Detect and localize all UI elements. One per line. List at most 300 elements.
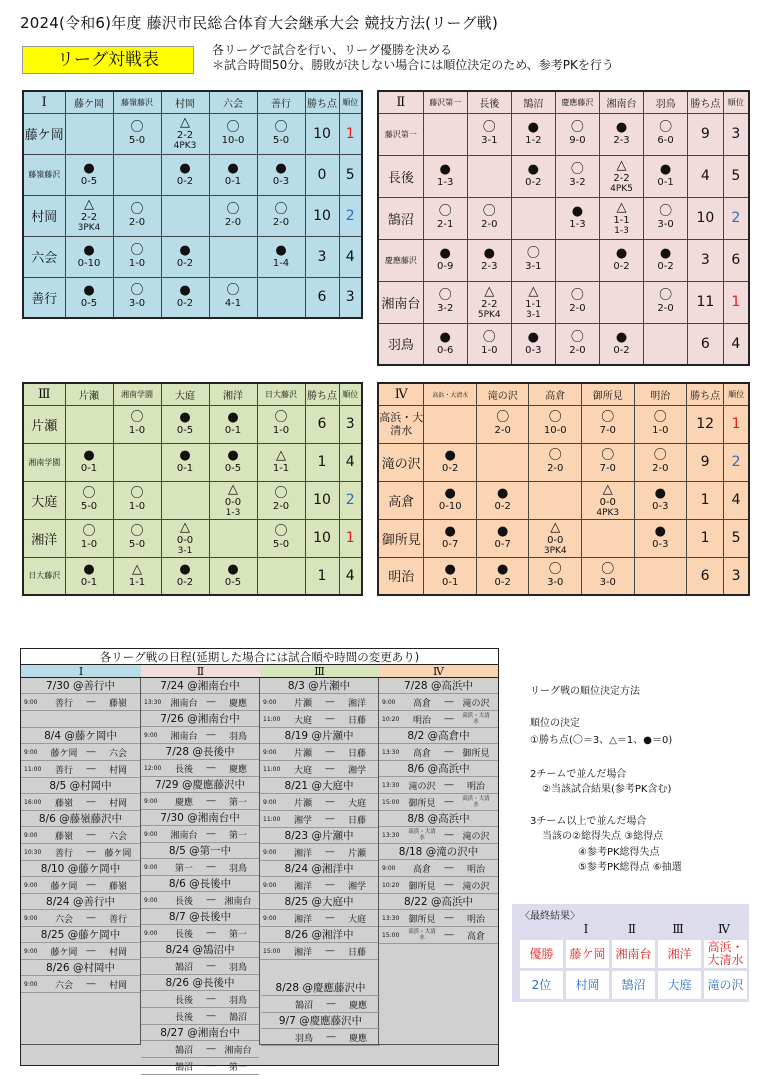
result-mark: ● [527, 120, 540, 135]
match-cell [582, 405, 635, 443]
result-mark: ● [497, 561, 509, 577]
match-dash: ― [444, 714, 454, 724]
match-dash: ― [325, 697, 335, 707]
schedule-match [141, 991, 259, 1008]
match-dash: ― [206, 862, 216, 872]
team-header: 滝の沢 [476, 383, 529, 405]
pk-score: 3PK4 [77, 223, 101, 233]
row-team-name: 善行 [23, 277, 65, 318]
home-team: 御所見 [408, 798, 436, 809]
result-mark: ● [83, 242, 95, 258]
schedule-match [21, 943, 140, 960]
match-cell [209, 557, 257, 595]
result-mark: ● [571, 204, 584, 219]
home-team: 慶應 [174, 797, 193, 808]
team-header: 湘南台 [599, 91, 643, 113]
match-time: 9:00 [24, 914, 38, 922]
schedule-match [379, 777, 498, 794]
away-team: 六会 [108, 831, 127, 842]
home-team: 湘学 [293, 815, 312, 826]
match-cell [644, 281, 688, 323]
home-team: 藤嶺 [54, 831, 73, 842]
match-score: 1-3 [569, 219, 586, 230]
row-team-name: 六会 [23, 236, 65, 277]
schedule-match [379, 910, 498, 927]
points-cell: 1 [687, 481, 724, 519]
schedule-match [21, 794, 140, 811]
result-mark: 〇 [130, 283, 144, 299]
result-mark: ● [527, 329, 540, 345]
match-score: 5-0 [272, 134, 290, 146]
match-score: 0-2 [176, 175, 194, 187]
match-cell [161, 236, 209, 277]
pk-score: 1-3 [614, 225, 629, 236]
match-score: 9-0 [569, 135, 586, 146]
away-team: 第一 [228, 1062, 247, 1073]
match-dash: ― [325, 764, 335, 774]
match-dash: ― [206, 928, 216, 938]
away-team: 高倉 [466, 931, 485, 942]
final-league-3: Ⅲ [672, 922, 684, 936]
schedule-date: 8/26 @村岡中 [21, 960, 140, 976]
rank-cell: 6 [723, 239, 749, 281]
row-team-name: 明治 [378, 557, 424, 595]
match-cell [113, 236, 161, 277]
match-score: 1-1 [272, 463, 290, 474]
schedule-match [260, 877, 378, 894]
home-team: 高倉 [412, 698, 431, 709]
home-team: 湘洋 [293, 947, 312, 958]
match-score: 0-3 [525, 344, 542, 356]
schedule-date: 8/25 @大庭中 [260, 894, 378, 910]
match-score: 2-0 [652, 463, 669, 474]
schedule-date: 8/26 @湘洋中 [260, 927, 378, 943]
result-mark: 〇 [601, 410, 615, 425]
match-cell [467, 239, 511, 281]
match-cell [644, 113, 688, 155]
home-team: 長後 [174, 764, 193, 775]
away-team: 村岡 [108, 980, 127, 991]
self-match-cell [209, 236, 257, 277]
schedule-panel [20, 648, 499, 1073]
match-cell [161, 443, 209, 481]
away-team: 明治 [466, 914, 485, 925]
match-score: 1-0 [128, 257, 146, 269]
match-cell [423, 197, 467, 239]
self-match-cell [209, 519, 257, 557]
result-mark: 〇 [130, 486, 144, 501]
home-team: 片瀬 [293, 748, 312, 759]
result-mark: ● [179, 160, 191, 176]
row-team-name: 滝の沢 [378, 443, 424, 481]
schedule-match [141, 892, 259, 909]
result-mark: 〇 [548, 448, 562, 463]
match-cell [555, 155, 599, 197]
self-match-cell [511, 197, 555, 239]
tiebreak-rule-2: ②当該試合結果(参考PK含む) [542, 784, 672, 795]
team-header: 慶應藤沢 [555, 91, 599, 113]
match-cell [161, 519, 209, 557]
match-score: 3-2 [437, 303, 454, 314]
result-mark: ● [659, 246, 672, 261]
match-dash: ― [86, 697, 96, 707]
result-mark: ● [439, 246, 451, 261]
away-team: 藤嶺 [108, 698, 127, 709]
schedule-date: 7/30 @湘南台中 [141, 810, 259, 826]
league-1-table [22, 90, 363, 319]
match-cell [209, 481, 257, 519]
self-match-cell [599, 281, 643, 323]
match-cell [467, 197, 511, 239]
away-team: 大庭 [347, 914, 366, 925]
schedule-date: 8/25 @藤ケ岡中 [21, 927, 140, 943]
points-cell: 6 [688, 323, 723, 365]
schedule-match [21, 711, 140, 728]
home-team: 大庭 [293, 765, 312, 776]
result-mark: 〇 [82, 486, 96, 501]
match-dash: ― [444, 797, 454, 807]
pk-score: 4PK3 [596, 507, 620, 518]
row-team-name: 慶應藤沢 [378, 239, 423, 281]
home-team: 藤ケ岡 [50, 947, 78, 958]
away-team: 滝の沢 [462, 881, 490, 892]
home-team: 湘洋 [293, 881, 312, 892]
match-time: 9:00 [263, 881, 277, 889]
match-cell [582, 481, 635, 519]
final-league-2: Ⅱ [627, 922, 637, 936]
match-cell [161, 557, 209, 595]
match-cell [113, 277, 161, 318]
row-team-name: 湘南台 [378, 281, 423, 323]
away-team: 六会 [108, 748, 127, 759]
match-cell [529, 443, 582, 481]
away-team: 村岡 [108, 798, 127, 809]
away-team: 片瀬 [347, 848, 366, 859]
tiebreak-heading-2: 2チームで並んだ場合 [530, 769, 627, 780]
self-match-cell [424, 405, 477, 443]
row-team-name: 藤嶺藤沢 [23, 154, 65, 195]
points-cell: 9 [687, 443, 724, 481]
schedule-match [21, 844, 140, 861]
league3-row [23, 481, 362, 519]
away-team: 高浜・大清水 [462, 796, 490, 808]
match-score: 0-1 [442, 576, 459, 588]
self-match-cell [65, 113, 113, 154]
match-dash: ― [86, 747, 96, 757]
match-score: 0-0 [547, 534, 564, 546]
match-time: 11:00 [263, 715, 281, 723]
match-score: 2-0 [657, 303, 674, 314]
match-cell [65, 443, 113, 481]
self-match-cell [113, 154, 161, 195]
rank-cell: 4 [723, 323, 749, 365]
away-team: 羽鳥 [228, 995, 247, 1006]
league2-row [378, 155, 749, 197]
result-mark: △ [276, 448, 286, 463]
match-score: 0-2 [494, 501, 511, 512]
match-score: 0-7 [494, 539, 511, 550]
result-mark: △ [528, 283, 539, 299]
rank-cell: 1 [339, 519, 362, 557]
team-header: 羽鳥 [644, 91, 688, 113]
match-score: 7-0 [599, 463, 616, 474]
result-mark: 〇 [274, 410, 288, 425]
match-time: 13:30 [382, 831, 400, 839]
match-score: 10-0 [543, 425, 567, 436]
match-time: 15:00 [382, 931, 400, 939]
schedule-header-3: Ⅲ [260, 665, 379, 677]
result-mark: 〇 [130, 201, 144, 217]
match-score: 2-2 [481, 298, 498, 310]
match-cell [113, 519, 161, 557]
result-mark: 〇 [653, 448, 667, 463]
match-score: 3-0 [547, 576, 564, 588]
match-cell [582, 443, 635, 481]
match-score: 3-0 [657, 219, 674, 230]
home-team: 大庭 [293, 715, 312, 726]
schedule-date: 8/6 @高浜中 [379, 761, 498, 777]
match-score: 0-1 [657, 177, 674, 188]
home-team: 善行 [54, 698, 73, 709]
result-mark: △ [228, 481, 238, 497]
result-mark: △ [550, 519, 561, 535]
row-team-name: 高倉 [378, 481, 424, 519]
team-header: 藤ケ岡 [65, 91, 113, 113]
self-match-cell [65, 405, 113, 443]
result-mark: 〇 [226, 119, 240, 135]
result-mark: △ [180, 519, 190, 535]
match-cell [511, 239, 555, 281]
match-score: 0-5 [224, 576, 242, 588]
league1-row [23, 154, 362, 195]
tiebreak-rule-1: ①勝ち点(〇＝3、△＝1、●＝0) [530, 735, 673, 746]
schedule-match [141, 958, 259, 975]
result-mark: ● [615, 120, 628, 135]
home-team: 高浜・大清水 [408, 829, 436, 841]
points-cell: 6 [305, 405, 339, 443]
league-4-table [377, 382, 750, 596]
match-score: 3-1 [481, 135, 498, 146]
match-dash: ― [206, 730, 216, 740]
match-time: 9:00 [263, 748, 277, 756]
league-2-table [377, 90, 750, 366]
match-cell [257, 195, 305, 236]
result-mark: 〇 [82, 524, 96, 539]
result-mark: ● [83, 561, 95, 577]
league3-header-row [23, 383, 362, 405]
away-team: 日藤 [347, 715, 366, 726]
match-dash: ― [444, 863, 454, 873]
match-dash: ― [206, 994, 216, 1004]
match-cell [644, 197, 688, 239]
match-cell [113, 195, 161, 236]
result-mark: ● [439, 162, 451, 177]
match-time: 13:30 [144, 698, 162, 706]
match-score: 2-3 [481, 261, 498, 272]
result-mark: ● [83, 160, 95, 176]
match-cell [423, 281, 467, 323]
schedule-match [21, 744, 140, 761]
match-dash: ― [325, 797, 335, 807]
points-cell: 3 [305, 236, 339, 277]
team-header: 明治 [634, 383, 687, 405]
schedule-match [379, 794, 498, 811]
team-header: 片瀬 [65, 383, 113, 405]
result-mark: 〇 [226, 283, 240, 299]
match-score: 0-3 [272, 175, 290, 187]
pk-score: 3PK4 [543, 545, 567, 556]
result-mark: ● [497, 524, 509, 539]
schedule-match [260, 711, 378, 728]
self-match-cell [634, 557, 687, 595]
self-match-cell [161, 481, 209, 519]
points-cell: 3 [688, 239, 723, 281]
schedule-extra [261, 980, 380, 1046]
match-dash: ― [444, 830, 454, 840]
match-score: 0-3 [652, 539, 669, 550]
match-cell [599, 239, 643, 281]
self-match-cell [582, 519, 635, 557]
result-mark: ● [444, 524, 456, 539]
schedule-date: 8/8 @高浜中 [379, 811, 498, 827]
match-cell [511, 323, 555, 365]
tiebreak-rule-5: ⑤参考PK総得点 ⑥抽選 [578, 862, 682, 873]
match-cell [65, 557, 113, 595]
schedule-match [261, 996, 380, 1013]
team-header: 日大藤沢 [257, 383, 305, 405]
schedule-match [260, 943, 378, 960]
home-team: 鵠沼 [174, 1045, 193, 1056]
match-cell [209, 405, 257, 443]
rules-notes [212, 43, 614, 73]
home-team: 明治 [412, 715, 431, 726]
team-header: 高浜・大清水 [424, 383, 477, 405]
match-score: 0-3 [652, 501, 669, 512]
points-cell: 11 [688, 281, 723, 323]
schedule-match [141, 826, 259, 843]
final-league-4: Ⅳ [718, 922, 730, 936]
match-score: 1-0 [652, 425, 669, 436]
team-header: 村岡 [161, 91, 209, 113]
points-cell: 10 [305, 113, 339, 154]
schedule-date: 8/10 @藤ケ岡中 [21, 861, 140, 877]
result-mark: 〇 [438, 204, 452, 219]
league3-corner: Ⅲ [23, 383, 65, 405]
schedule-date: 8/6 @長後中 [141, 876, 259, 892]
match-cell [555, 197, 599, 239]
league2-corner: Ⅱ [378, 91, 423, 113]
result-mark: ● [615, 246, 628, 261]
schedule-date: 8/23 @片瀬中 [260, 828, 378, 844]
result-mark: ● [444, 448, 456, 463]
match-score: 1-1 [525, 298, 542, 310]
self-match-cell [555, 239, 599, 281]
rank-cell: 2 [339, 481, 362, 519]
result-mark: 〇 [274, 119, 288, 135]
result-mark: ● [659, 162, 672, 177]
away-team: 羽鳥 [228, 863, 247, 874]
rank-cell: 3 [723, 113, 749, 155]
league2-row [378, 323, 749, 365]
schedule-header-1: Ⅰ [21, 665, 141, 677]
result-mark: △ [616, 199, 627, 215]
league4-rank-header: 順位 [724, 383, 749, 405]
result-mark: ● [497, 486, 509, 501]
match-cell [634, 405, 687, 443]
match-score: 5-0 [128, 134, 146, 146]
match-score: 1-1 [128, 576, 146, 588]
team-header: 御所見 [582, 383, 635, 405]
match-cell [511, 155, 555, 197]
result-mark: 〇 [130, 242, 144, 258]
home-team: 長後 [174, 896, 193, 907]
rank-cell: 1 [723, 281, 749, 323]
result-mark: ● [227, 448, 239, 463]
league4-row [378, 405, 749, 443]
match-time: 9:00 [24, 748, 38, 756]
schedule-match [141, 925, 259, 942]
match-time: 12:00 [144, 764, 162, 772]
match-cell [555, 281, 599, 323]
match-cell [65, 236, 113, 277]
second-league-3: 大庭 [658, 971, 701, 999]
schedule-date: 8/22 @高浜中 [379, 894, 498, 910]
result-mark: ● [179, 283, 191, 299]
match-cell [529, 519, 582, 557]
away-team: 慶應 [228, 764, 247, 775]
home-team: 御所見 [408, 881, 436, 892]
result-mark: ● [179, 410, 191, 425]
result-mark: 〇 [482, 204, 496, 219]
home-team: 善行 [54, 848, 73, 859]
match-dash: ― [86, 764, 96, 774]
match-score: 0-9 [437, 261, 454, 272]
match-dash: ― [86, 847, 96, 857]
match-cell [257, 113, 305, 154]
row-team-name: 日大藤沢 [23, 557, 65, 595]
row-team-name: 湘南学園 [23, 443, 65, 481]
schedule-date: 7/30 @善行中 [21, 678, 140, 694]
schedule-date: 8/26 @長後中 [141, 975, 259, 991]
match-dash: ― [325, 913, 335, 923]
pk-score: 3-1 [526, 309, 541, 320]
match-time: 9:00 [144, 863, 158, 871]
match-cell [257, 519, 305, 557]
match-score: 2-0 [272, 216, 290, 228]
pk-score: 5PK4 [477, 309, 501, 320]
match-score: 0-0 [224, 496, 242, 508]
match-score: 1-0 [128, 501, 146, 512]
row-team-name: 片瀬 [23, 405, 65, 443]
match-cell [257, 154, 305, 195]
match-dash: ― [206, 796, 216, 806]
match-time: 9:00 [144, 896, 158, 904]
league3-rank-header: 順位 [339, 383, 362, 405]
schedule-match [261, 1029, 380, 1046]
home-team: 高倉 [412, 748, 431, 759]
match-score: 5-0 [80, 501, 98, 512]
result-mark: 〇 [659, 204, 673, 219]
home-team: 藤嶺 [54, 798, 73, 809]
match-score: 1-1 [613, 214, 630, 226]
match-cell [424, 481, 477, 519]
row-team-name: 羽鳥 [378, 323, 423, 365]
result-mark: △ [484, 283, 495, 299]
league3-row [23, 519, 362, 557]
schedule-match [260, 744, 378, 761]
match-score: 0-2 [613, 344, 630, 356]
away-team: 日藤 [347, 947, 366, 958]
